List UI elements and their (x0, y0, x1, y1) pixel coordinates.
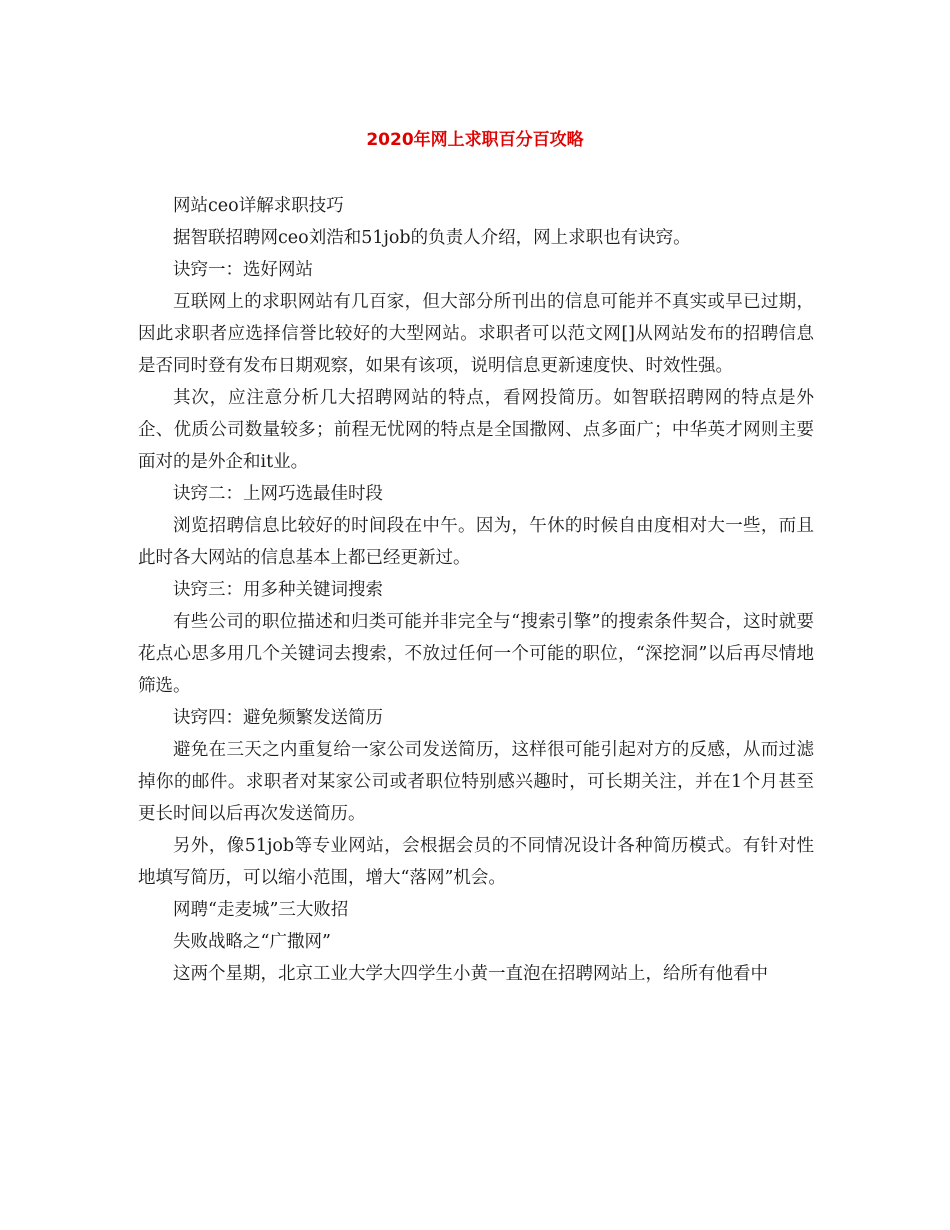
section-heading: 诀窍一：选好网站 (173, 260, 313, 280)
paragraph: 据智联招聘网ceo刘浩和51job的负责人介绍，网上求职也有诀窍。 (173, 228, 691, 248)
paragraph: 这两个星期，北京工业大学大四学生小黄一直泡在招聘网站上，给所有他看中 (173, 964, 768, 984)
section-heading: 诀窍四：避免频繁发送简历 (173, 708, 383, 728)
section-heading: 诀窍二：上网巧选最佳时段 (173, 484, 383, 504)
document-title: 2020年网上求职百分百攻略 (366, 130, 584, 150)
paragraph: 避免在三天之内重复给一家公司发送简历，这样很可能引起对方的反感，从而过滤掉你的邮件。求职者对某家公司或者职位特别感兴趣时，可长期关注，并在1个月甚至更长时间以后再次发送简历。 (138, 740, 814, 824)
paragraph: 网站ceo详解求职技巧 (173, 196, 344, 216)
paragraph: 有些公司的职位描述和归类可能并非完全与“搜索引擎”的搜索条件契合，这时就要花点心思多用几个关键词去搜索，不放过任何一个可能的职位，“深挖洞”以后再尽情地筛选。 (138, 612, 814, 696)
paragraph: 互联网上的求职网站有几百家，但大部分所刊出的信息可能并不真实或早已过期，因此求职者应选择信誉比较好的大型网站。求职者可以范文网[]从网站发布的招聘信息是否同时登有发布日期观察，如果有该项，说明信息更新速度快、时效性强。 (138, 292, 814, 376)
document-body (138, 190, 814, 990)
section-heading: 失败战略之“广撒网” (173, 932, 331, 952)
section-heading: 网聘“走麦城”三大败招 (173, 900, 349, 920)
section-heading: 诀窍三：用多种关键词搜索 (173, 580, 383, 600)
paragraph: 另外，像51job等专业网站，会根据会员的不同情况设计各种简历模式。有针对性地填写简历，可以缩小范围，增大“落网”机会。 (138, 836, 814, 888)
paragraph: 其次，应注意分析几大招聘网站的特点，看网投简历。如智联招聘网的特点是外企、优质公司数量较多；前程无忧网的特点是全国撒网、点多面广；中华英才网则主要面对的是外企和it业。 (138, 388, 814, 472)
paragraph: 浏览招聘信息比较好的时间段在中午。因为，午休的时候自由度相对大一些，而且此时各大网站的信息基本上都已经更新过。 (138, 516, 814, 568)
